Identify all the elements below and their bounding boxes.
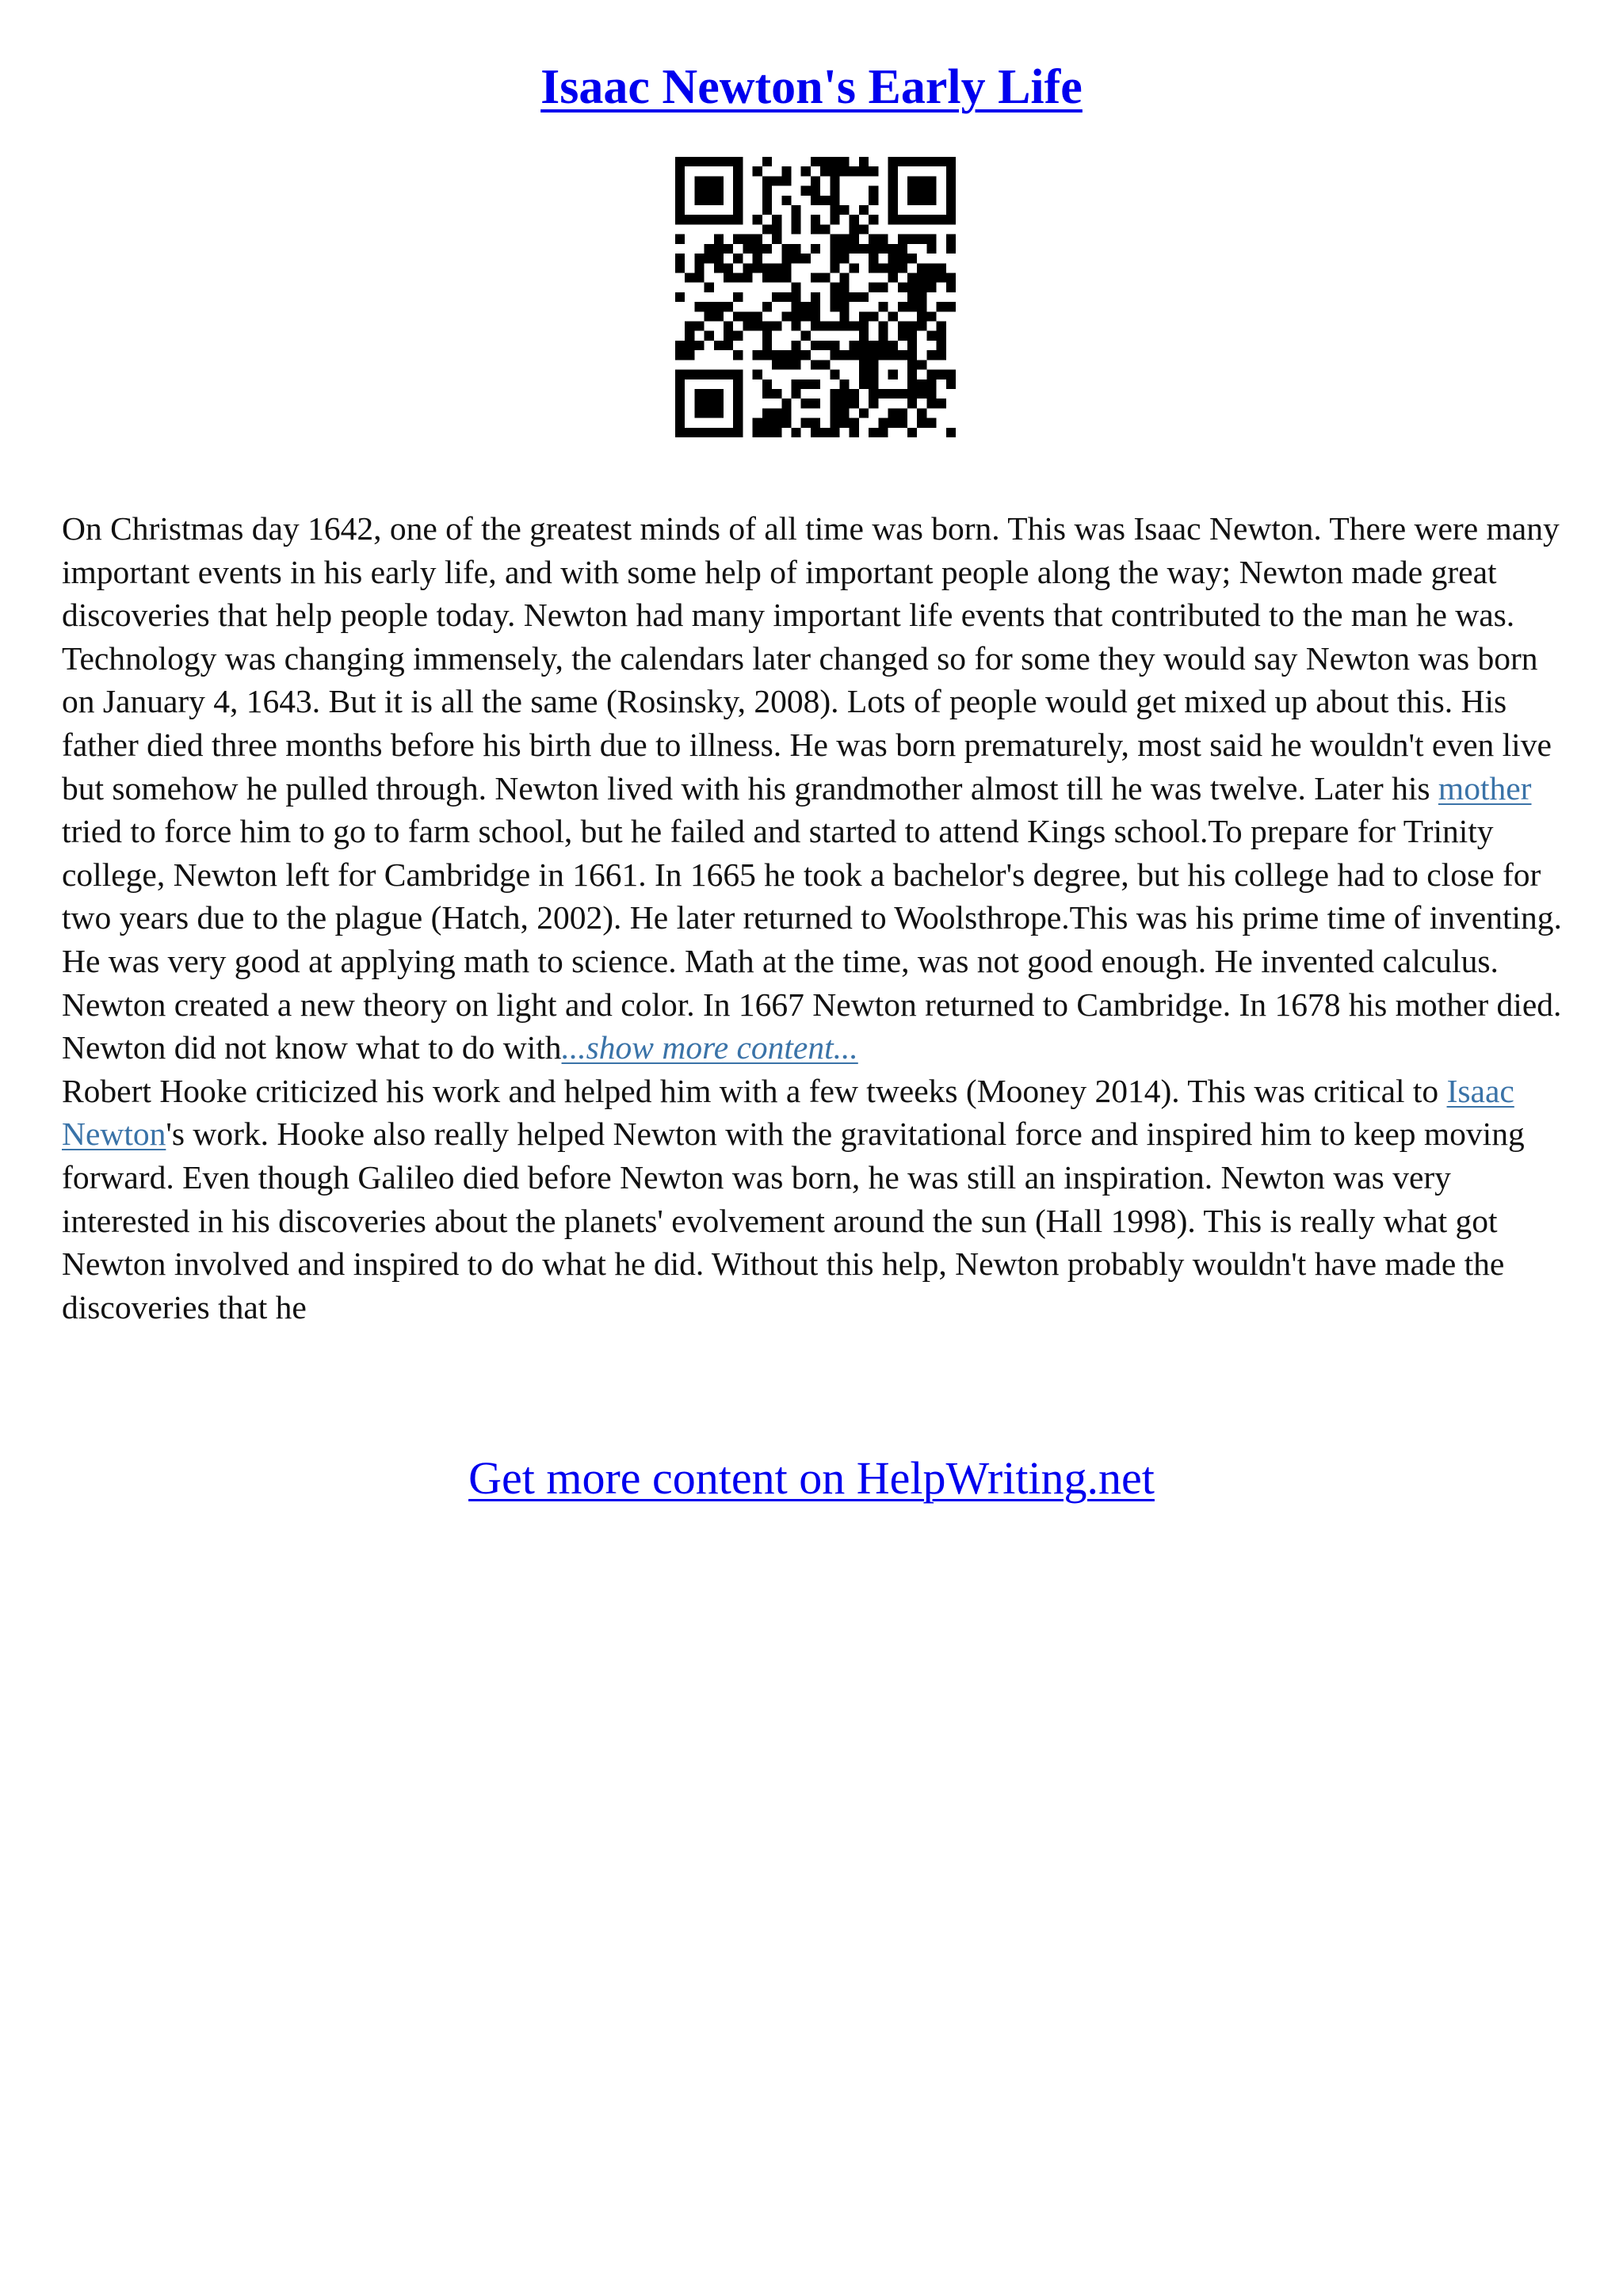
paragraph-2-text-b: 's work. Hooke also really helped Newton with the gravitational force and inspired him to keep moving forward. Even though Galileo died before Newton was born, he was still an inspiration. Newton was very interested in his discoveries about the planets' evolvement around the sun (Hall 1998). This is really what got Newton involved and inspired to do what he did. Without this help, Newton probably wouldn't have made the discoveries that he xyxy=(62,1116,1525,1325)
title-link[interactable]: Isaac Newton's Early Life xyxy=(540,60,1083,114)
paragraph-1 xyxy=(62,507,1564,1070)
paragraph-1-text-b: tried to force him to go to farm school, but he failed and started to attend Kings school.To prepare for Trinity college, Newton left for Cambridge in 1661. In 1665 he took a bachelor's degree, but his college had to close for two years due to the plague (Hatch, 2002). He later returned to Woolsthrope.This was his prime time of inventing. He was very good at applying math to science. Math at the time, was not good enough. He invented calculus. Newton created a new theory on light and color. In 1667 Newton returned to Cambridge. In 1678 his mother died. Newton did not know what to do with xyxy=(62,813,1562,1066)
article-body xyxy=(62,507,1564,1329)
get-more-content xyxy=(0,1450,1623,1507)
paragraph-2 xyxy=(62,1070,1564,1329)
helpwriting-link[interactable]: Get more content on HelpWriting.net xyxy=(468,1452,1155,1504)
page-title xyxy=(0,55,1623,119)
mother-link[interactable]: mother xyxy=(1438,769,1532,807)
paragraph-2-text-a: Robert Hooke criticized his work and helped him with a few tweeks (Mooney 2014). This was critical to xyxy=(62,1072,1447,1109)
qr-code-icon xyxy=(675,157,956,437)
paragraph-1-text-a: On Christmas day 1642, one of the greatest minds of all time was born. This was Isaac Newton. There were many important events in his early life, and with some help of important people along the way; Newton made great discoveries that help people today. Newton had many important life events that contributed to the man he was. Technology was changing immensely, the calendars later changed so for some they would say Newton was born on January 4, 1643. But it is all the same (Rosinsky, 2008). Lots of people would get mixed up about this. His father died three months before his birth due to illness. He was born prematurely, most said he wouldn't even live but somehow he pulled through. Newton lived with his grandmother almost till he was twelve. Later his xyxy=(62,510,1560,807)
show-more-link[interactable]: ...show more content... xyxy=(561,1029,858,1066)
isaac-newton-link[interactable]: Isaac Newton xyxy=(62,1072,1514,1153)
